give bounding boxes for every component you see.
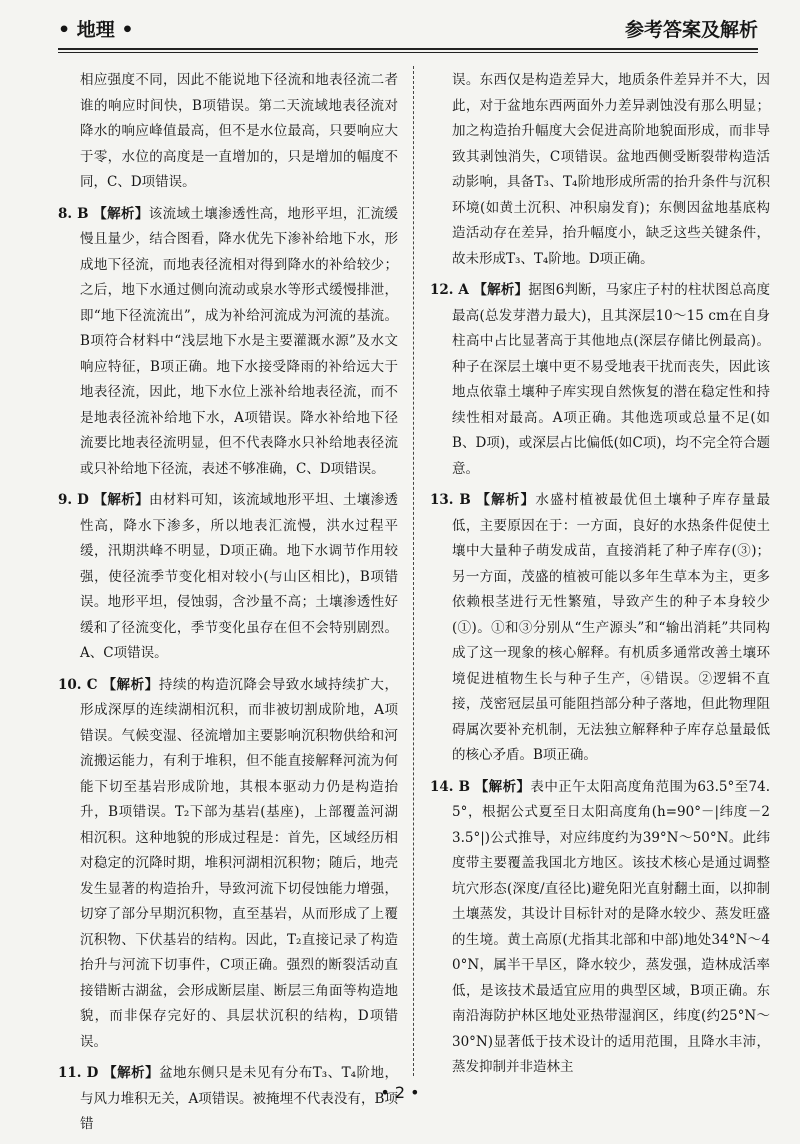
answer-text: 水盛村植被最优但土壤种子库存量最低，主要原因在于：一方面，良好的水热条件促使土壤中大量种子萌发成苗，直接消耗了种子库存(③)；另一方面，茂盛的植被可能以多年生草本为主，更多依赖根茎进行无性繁殖，导致产生的种子本身较少(①)。①和③分别从“生产源头”和“输出消耗”共同构成了这一现象的核心解释。有机质多通常改善土壤环境促进植物生长与种子生产，④错误。②逻辑不直接，茂密冠层虽可能阻挡部分种子落地，但此物理阻碍属次要补充机制，无法独立解释种子库存总量最低的核心矛盾。B项正确。 [452, 492, 771, 763]
header-rule-thin [58, 52, 758, 53]
answer-item [58, 202, 398, 483]
section-title: 参考答案及解析 [624, 19, 758, 41]
analysis-tag: 【解析】 [473, 282, 529, 298]
answer-number: 10. C [58, 676, 98, 693]
answer-text: 持续的构造沉降会导致水域持续扩大，形成深厚的连续湖相沉积，而非被切割成阶地，A项错误。气候变湿、径流增加主要影响沉积物供给和河流搬运能力，有利于堆积，但不能直接解释河流为何能下切至基岩形成阶地，其根本驱动力仍是构造抬升，B项错误。T₂下部为基岩(基座)，上部覆盖河湖相沉积。这种地貌的形成过程是：首先，区域经历相对稳定的沉降时期，堆积河湖相沉积物；随后，地壳发生显著的构造抬升，导致河流下切侵蚀能力增强，切穿了部分早期沉积物，直至基岩，从而形成了上覆沉积物、下伏基岩的结构。因此，T₂直接记录了构造抬升与河流下切事件，C项正确。强烈的断裂活动直接错断古湖盆，会形成断层崖、断层三角面等构造地貌，而非保存完好的、具层状沉积的结构，D项错误。 [80, 676, 399, 1050]
answer-number: 9. D [58, 492, 89, 508]
answer-number: 8. B [58, 205, 89, 222]
header-rule-thick [58, 48, 758, 50]
analysis-tag: 【解析】 [93, 205, 149, 222]
analysis-tag: 【解析】 [102, 676, 159, 693]
answer-number: 14. B [430, 778, 471, 795]
analysis-tag: 【解析】 [103, 1065, 160, 1081]
page-number: • 2 • [380, 1083, 420, 1102]
answer-item [58, 673, 398, 1056]
answer-item [58, 488, 398, 667]
answer-item [430, 488, 770, 769]
analysis-tag: 【解析】 [93, 492, 149, 508]
answer-item [58, 68, 398, 196]
answer-text: 由材料可知，该流域地形平坦、土壤渗透性高，降水下渗多，所以地表汇流慢，洪水过程平缓，汛期洪峰不明显，D项正确。地下水调节作用较强，使径流季节变化相对较小(与山区相比)，B项错误。地形平坦，侵蚀弱，含沙量不高；土壤渗透性好缓和了径流变化，季节变化虽存在但不会特别剧烈。A、C项错误。 [80, 492, 399, 661]
answer-number: 13. B [430, 492, 471, 508]
answer-item [430, 278, 770, 482]
answer-number: 12. A [430, 282, 469, 298]
answer-text: 相应强度不同，因此不能说地下径流和地表径流二者谁的响应时间快，B项错误。第二天流域地表径流对降水的响应峰值最高，但不是水位最高，只要响应大于零，水位的高度是一直增加的，只是增加的幅度不同，C、D项错误。 [80, 72, 398, 190]
column-divider [413, 66, 414, 1076]
left-column [58, 68, 398, 1144]
answer-text: 盆地东侧只是未见有分布T₃、T₄阶地，与风力堆积无关，A项错误。被掩埋不代表没有，B项错 [80, 1065, 398, 1132]
right-column [430, 68, 770, 1087]
subject-label: • 地理 • [58, 19, 134, 41]
answer-text: 表中正午太阳高度角范围为63.5°至74.5°，根据公式夏至日太阳高度角(h=90°－|纬度－23.5°|)公式推导，对应纬度约为39°N～50°N。此纬度带主要覆盖我国北方地区。该技术核心是通过调整坑穴形态(深度/直径比)避免阳光直射翻土面，以抑制土壤蒸发，其设计目标针对的是降水较少、蒸发旺盛的生境。黄土高原(尤指其北部和中部)地处34°N～40°N，属半干旱区，降水较少，蒸发强，造林成活率低，是该技术最适宜应用的典型区域，B项正确。东南沿海防护林区地处亚热带湿润区，纬度(约25°N～30°N)显著低于技术设计的适用范围，且降水丰沛，蒸发抑制并非造林主 [452, 778, 771, 1075]
answer-item [430, 775, 770, 1081]
analysis-tag: 【解析】 [476, 492, 536, 508]
answer-text: 据图6判断，马家庄子村的柱状图总高度最高(总发芽潜力最大)，且其深层10～15 cm在自身柱高中占比显著高于其他地点(深层存储比例最高)。种子在深层土壤中更不易受地表干扰而丧失，因此该地点依靠土壤种子库实现自然恢复的潜在稳定性和持续性相对最高。A项正确。其他选项或总量不足(如B、D项)，或深层占比偏低(如C项)，均不完全符合题意。 [452, 282, 771, 477]
analysis-tag: 【解析】 [474, 778, 531, 795]
answer-text: 误。东西仅是构造差异大，地质条件差异并不大，因此，对于盆地东西两面外力差异剥蚀没有那么明显；加之构造抬升幅度大会促进高阶地貌面形成，而非导致其剥蚀消失，C项错误。盆地西侧受断裂带构造活动影响，具备T₃、T₄阶地形成所需的抬升条件与沉积环境(如黄土沉积、冲积扇发育)；东侧因盆地基底构造活动存在差异，抬升幅度小，缺乏这些关键条件，故未形成T₃、T₄阶地。D项正确。 [452, 72, 770, 267]
answer-item [430, 68, 770, 272]
page-header [58, 12, 758, 42]
answer-text: 该流域土壤渗透性高，地形平坦，汇流缓慢且量少，结合图看，降水优先下渗补给地下水，形成地下径流，而地表径流相对得到降水的补给较少；之后，地下水通过侧向流动或泉水等形式缓慢排泄，即“地下径流流出”，成为补给河流成为河流的基流。B项符合材料中“浅层地下水是主要灌溉水源”及水文响应特征，B项正确。地下水接受降雨的补给远大于地表径流，因此，地下水位上涨补给地表径流，而不是地表径流补给地下水，A项错误。降水补给地下径流要比地表径流明显，但不代表降水只补给地表径流或只补给地下径流，表述不够准确，C、D项错误。 [80, 205, 399, 477]
answer-number: 11. D [58, 1065, 99, 1081]
